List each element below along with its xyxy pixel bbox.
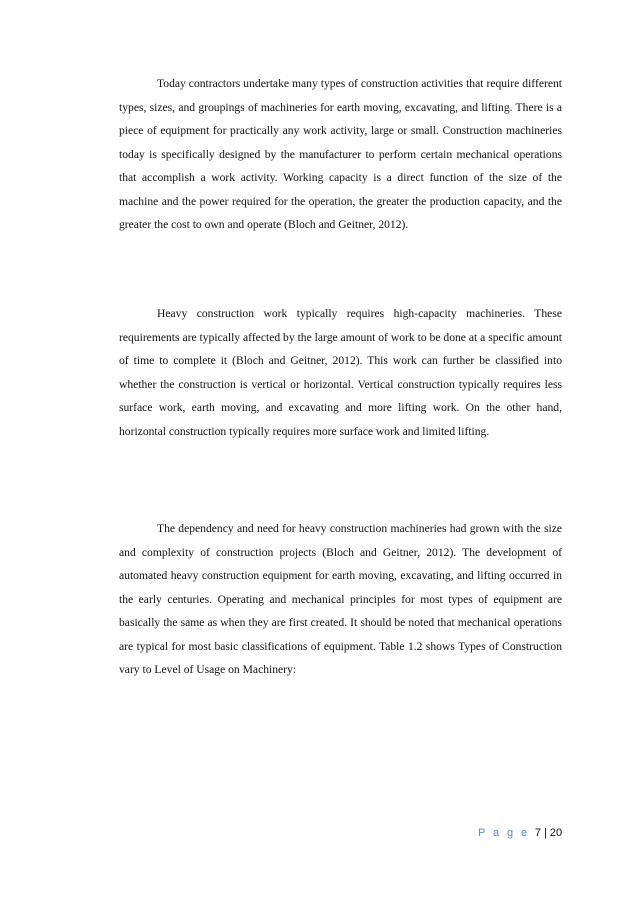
paragraph-3: The dependency and need for heavy construction machineries had grown with the size and complexity of construction projects (Bloch and Geitner, 2012). The development of automated heavy construction equipment for earth moving, excavating, and lifting occurred in the early centuries. Operating and mechanical principles for most types of equipment are basically the same as when they are first created. It should be noted that mechanical operations are typical for most basic classifications of equipment. Table 1.2 shows Types of Construction vary to Level of Usage on Machinery: bbox=[119, 522, 562, 676]
total-pages: 20 bbox=[549, 827, 563, 839]
page-footer bbox=[478, 827, 562, 839]
paragraph-2: Heavy construction work typically requires high-capacity machineries. These requirements are typically affected by the large amount of work to be done at a specific amount of time to complete it (Bloch and Geitner, 2012). This work can further be classified into whether the construction is vertical or horizontal. Vertical construction typically requires less surface work, earth moving, and excavating and more lifting work. On the other hand, horizontal construction typically requires more surface work and limited lifting. bbox=[119, 307, 562, 438]
paragraph-1: Today contractors undertake many types of construction activities that require different types, sizes, and groupings of machineries for earth moving, excavating, and lifting. There is a piece of equipment for practically any work activity, large or small. Construction machineries today is specifically designed by the manufacturer to perform certain mechanical operations that accomplish a work activity. Working capacity is a direct function of the size of the machine and the power required for the operation, the greater the production capacity, and the greater the cost to own and operate (Bloch and Geitner, 2012). bbox=[119, 77, 562, 231]
page-separator: | bbox=[544, 827, 547, 839]
page-number: 7 bbox=[534, 827, 542, 839]
page-label: P a g e bbox=[478, 827, 535, 839]
